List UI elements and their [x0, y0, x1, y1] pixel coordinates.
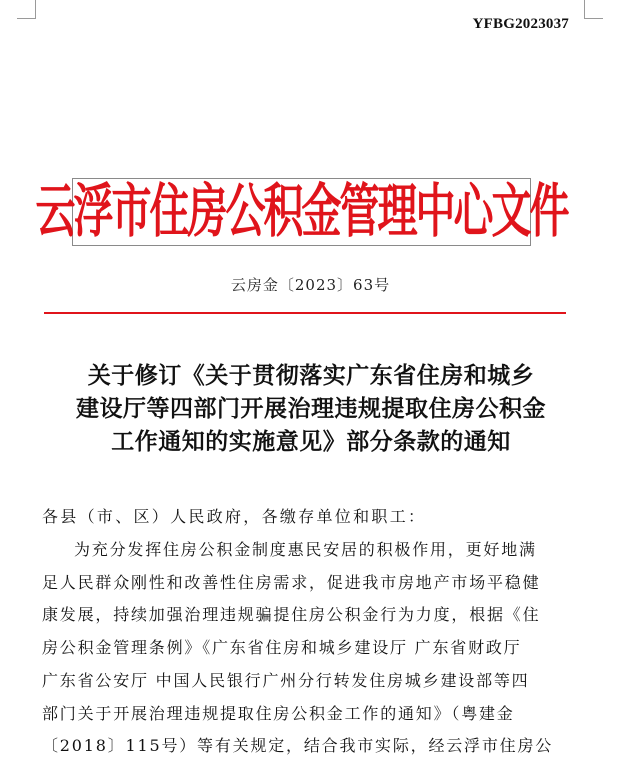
notice-title-line: 建设厅等四部门开展治理违规提取住房公积金	[76, 396, 546, 422]
paragraph-line: 房公积金管理条例》《广东省住房和城乡建设厅 广东省财政厅	[42, 638, 522, 658]
paragraph-line: 为充分发挥住房公积金制度惠民安居的积极作用，更好地满	[74, 540, 537, 559]
paragraph-line: 足人民群众刚性和改善性住房需求，促进我市房地产市场平稳健	[42, 572, 541, 592]
corner-crop-mark-right	[584, 0, 603, 19]
document-number: 云房金〔2023〕63号	[230, 276, 391, 294]
notice-title-line: 关于修订《关于贯彻落实广东省住房和城乡	[87, 363, 535, 389]
paragraph-line: 部门关于开展治理违规提取住房公积金工作的通知》（粤建金	[42, 703, 515, 723]
corner-crop-mark-left	[17, 0, 36, 19]
masthead-box	[35, 177, 568, 246]
notice-title	[36, 360, 586, 459]
red-separator-line	[44, 312, 566, 314]
paragraph-line: 康发展，持续加强治理违规骗提住房公积金行为力度，根据《住	[42, 605, 541, 625]
paragraph-line: 广东省公安厅 中国人民银行广州分行转发住房城乡建设部等四	[42, 670, 530, 690]
body-paragraph	[42, 534, 582, 763]
salutation: 各县（市、区）人民政府，各缴存单位和职工：	[42, 507, 427, 526]
notice-title-line: 工作通知的实施意见》部分条款的通知	[111, 429, 511, 455]
masthead-title: 云浮市住房公积金管理中心文件	[35, 177, 568, 246]
document-code: YFBG2023037	[472, 16, 569, 32]
paragraph-line: 〔2018〕115号）等有关规定，结合我市实际，经云浮市住房公	[42, 736, 554, 756]
